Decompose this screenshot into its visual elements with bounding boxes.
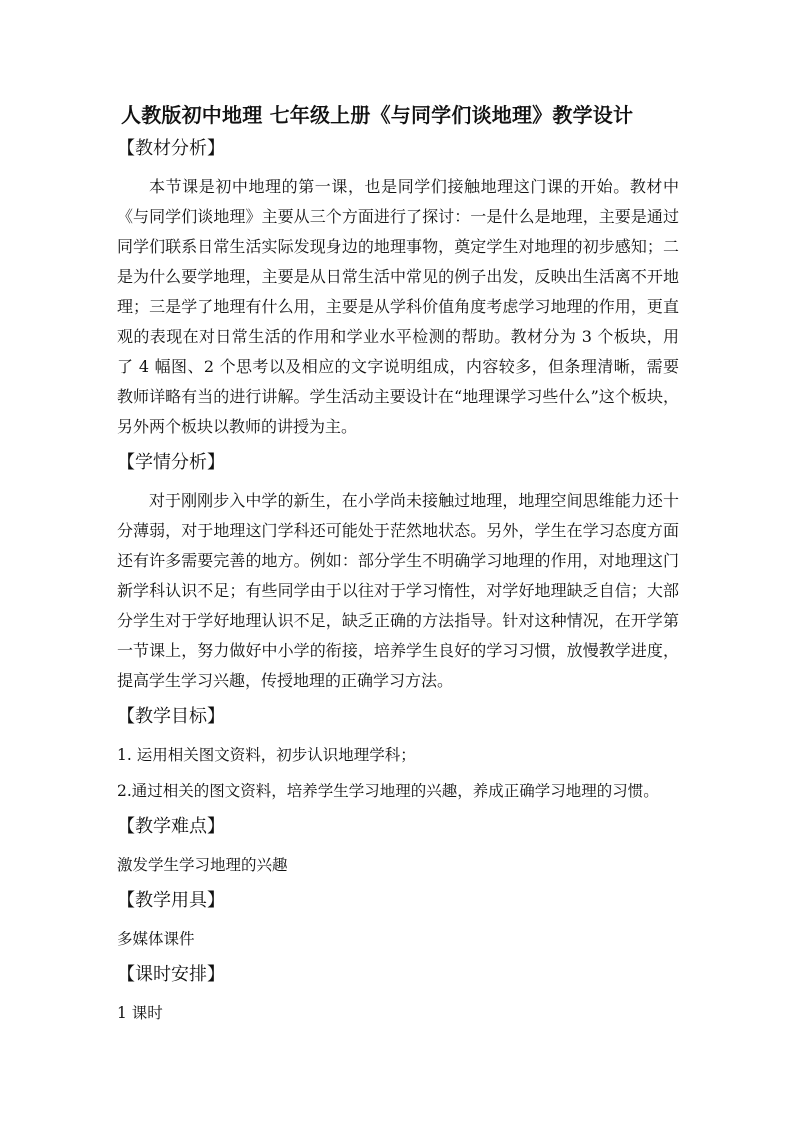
section-text-difficulty: 激发学生学习地理的兴趣 — [117, 856, 288, 874]
section-heading-learner: 【学情分析】 — [117, 452, 225, 473]
document-title: 人教版初中地理 七年级上册《与同学们谈地理》教学设计 — [121, 103, 634, 127]
document-page — [117, 100, 679, 1034]
objective-item: 2.通过相关的图文资料，培养学生学习地理的兴趣，养成正确学习地理的习惯。 — [117, 782, 659, 800]
section-heading-schedule: 【课时安排】 — [117, 964, 225, 985]
section-heading-objectives: 【教学目标】 — [117, 706, 225, 727]
section-text-material: 本节课是初中地理的第一课，也是同学们接触地理这门课的开始。教材中《与同学们谈地理》主要从三个方面进行了探讨：一是什么是地理，主要是通过同学们联系日常生活实际发现身边的地理事物，奠定学生对地理的初步感知；二是为什么要学地理，主要是从日常生活中常见的例子出发，反映出生活离不开地理；三是学了地理有什么用，主要是从学科价值角度考虑学习地理的作用，更直观的表现在对日常生活的作用和学业水平检测的帮助。教材分为 3 个板块，用了 4 幅图、2 个思考以及相应的文字说明组成，内容较多，但条理清晰，需要教师详略有当的进行讲解。学生活动主要设计在“地理课学习些什么”这个板块，另外两个板块以教师的讲授为主。 — [117, 177, 679, 436]
section-text-schedule: 1 课时 — [117, 1004, 163, 1022]
section-heading-difficulty: 【教学难点】 — [117, 816, 225, 837]
objective-item: 1. 运用相关图文资料，初步认识地理学科； — [117, 746, 416, 764]
section-text-learner: 对于刚刚步入中学的新生，在小学尚未接触过地理，地理空间思维能力还十分薄弱，对于地理这门学科还可能处于茫然地状态。另外，学生在学习态度方面还有许多需要完善的地方。例如：部分学生不明确学习地理的作用，对地理这门新学科认识不足；有些同学由于以往对于学习惰性，对学好地理缺乏自信；大部分学生对于学好地理认识不足，缺乏正确的方法指导。针对这种情况，在开学第一节课上，努力做好中小学的衔接，培养学生良好的学习习惯，放慢教学进度，提高学生学习兴趣，传授地理的正确学习方法。 — [117, 491, 679, 690]
section-heading-tools: 【教学用具】 — [117, 890, 225, 911]
section-heading-material: 【教材分析】 — [117, 138, 225, 159]
section-text-tools: 多媒体课件 — [117, 930, 195, 948]
